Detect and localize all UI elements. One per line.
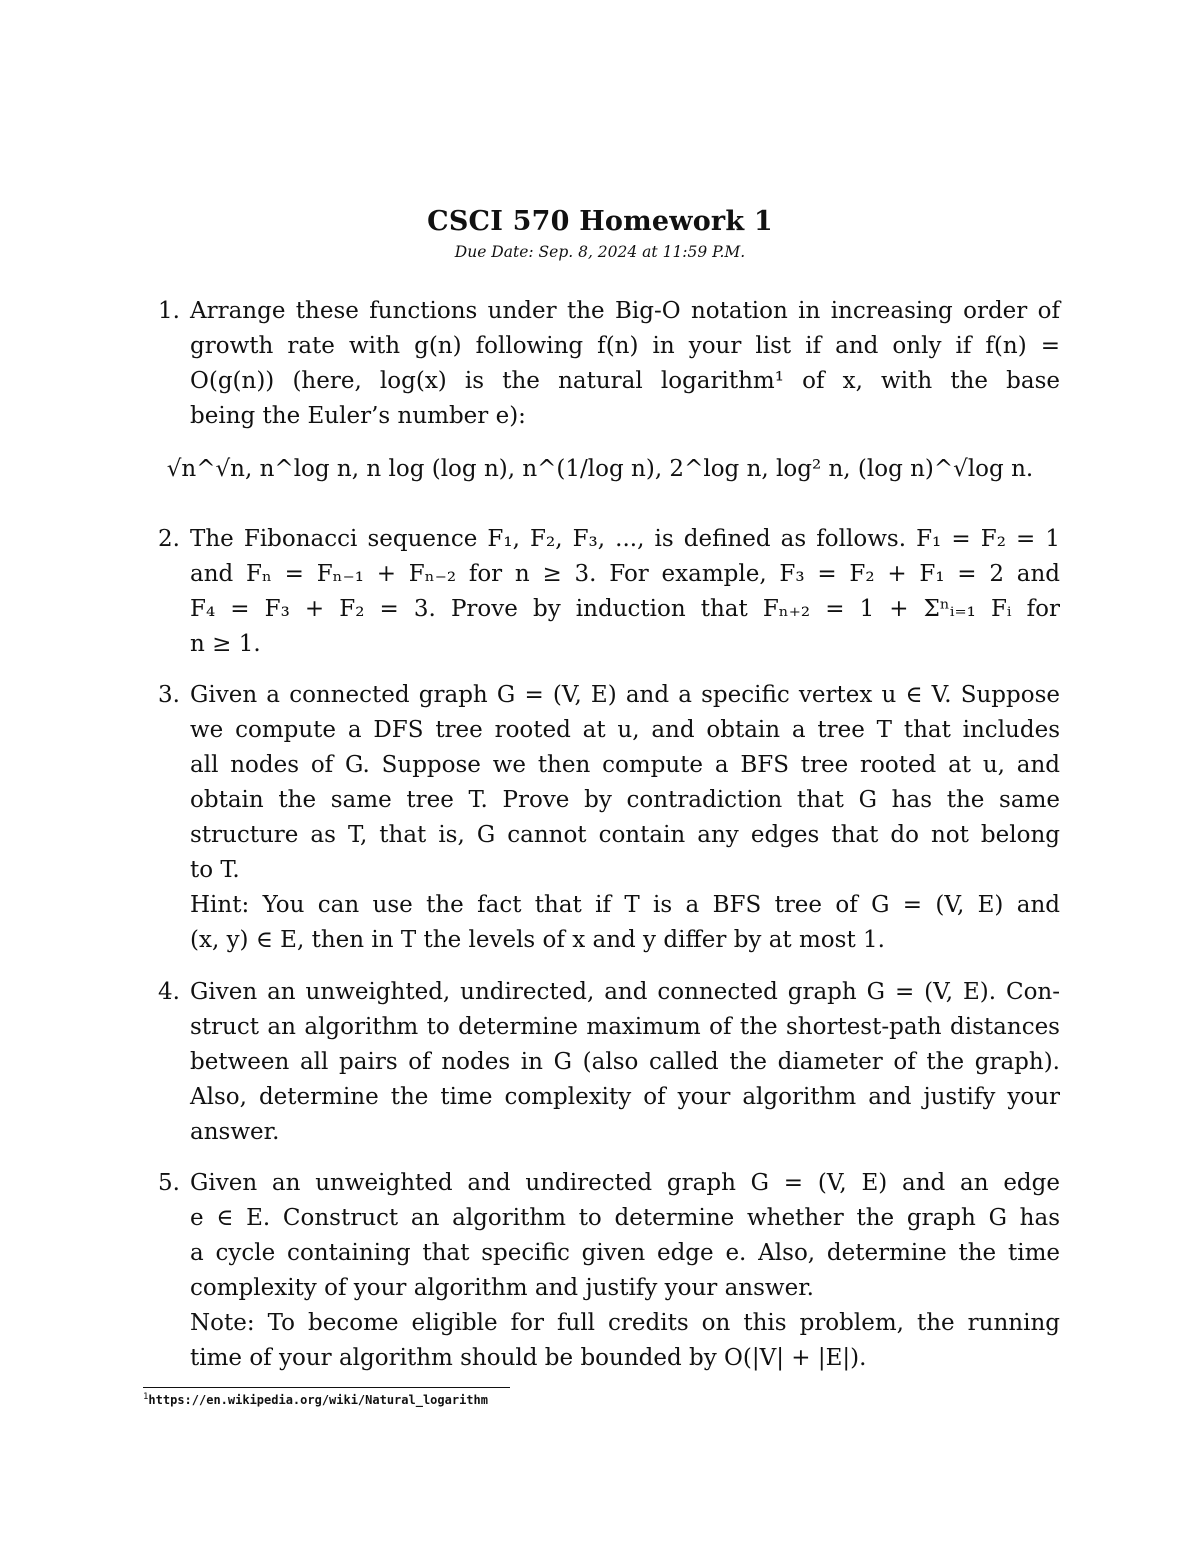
problem-line: struct an algorithm to determine maximum of the shortest-path distances — [190, 1014, 1060, 1040]
footnote-mark: 1 — [143, 1392, 149, 1402]
problem-5 — [158, 1166, 1060, 1376]
problem-line: between all pairs of nodes in G (also called the diameter of the graph). — [190, 1049, 1060, 1075]
problem-line: Also, determine the time complexity of your algorithm and justify your — [190, 1084, 1060, 1110]
problem-1 — [158, 294, 1060, 434]
problem-line: answer. — [190, 1119, 280, 1145]
footnote-link[interactable]: https://en.wikipedia.org/wiki/Natural_logarithm — [148, 1393, 488, 1407]
problem-2 — [158, 522, 1060, 662]
problem-line: n ≥ 1. — [190, 631, 261, 657]
problem-line: The Fibonacci sequence F₁, F₂, F₃, ..., is defined as follows. F₁ = F₂ = 1 — [190, 526, 1060, 552]
problem-line: to T. — [190, 857, 240, 883]
hint-line: (x, y) ∈ E, then in T the levels of x and y differ by at most 1. — [190, 927, 885, 953]
problem-number: 4. — [158, 979, 180, 1005]
problem-line: structure as T, that is, G cannot contain any edges that do not belong — [190, 822, 1060, 848]
problem-line: Given a connected graph G = (V, E) and a specific vertex u ∈ V. Suppose — [190, 682, 1060, 708]
function-list: √n^√n, n^log n, n log (log n), n^(1/log n), 2^log n, log² n, (log n)^√log n. — [166, 456, 1034, 482]
problem-line: all nodes of G. Suppose we then compute a BFS tree rooted at u, and — [190, 752, 1060, 778]
problem-line: and Fₙ = Fₙ₋₁ + Fₙ₋₂ for n ≥ 3. For example, F₃ = F₂ + F₁ = 2 and — [190, 561, 1060, 587]
note-line: Note: To become eligible for full credits on this problem, the running — [190, 1310, 1060, 1336]
problem-line: F₄ = F₃ + F₂ = 3. Prove by induction that Fₙ₊₂ = 1 + Σⁿᵢ₌₁ Fᵢ for — [190, 596, 1060, 622]
footnote — [143, 1393, 488, 1407]
problem-line: complexity of your algorithm and justify your answer. — [190, 1275, 814, 1301]
problem-number: 1. — [158, 298, 180, 324]
hint-line: Hint: You can use the fact that if T is a BFS tree of G = (V, E) and — [190, 892, 1060, 918]
note-line: time of your algorithm should be bounded by O(|V| + |E|). — [190, 1345, 867, 1371]
due-date: Due Date: Sep. 8, 2024 at 11:59 P.M. — [454, 243, 746, 261]
problem-line: Given an unweighted, undirected, and connected graph G = (V, E). Con- — [190, 979, 1060, 1005]
problem-line: Arrange these functions under the Big-O notation in increasing order of — [190, 298, 1060, 324]
problem-line: obtain the same tree T. Prove by contradiction that G has the same — [190, 787, 1060, 813]
problem-line: Given an unweighted and undirected graph G = (V, E) and an edge — [190, 1170, 1060, 1196]
problem-line: being the Euler’s number e): — [190, 403, 526, 429]
problem-line: O(g(n)) (here, log(x) is the natural logarithm¹ of x, with the base — [190, 368, 1060, 394]
problem-line: growth rate with g(n) following f(n) in your list if and only if f(n) = — [190, 333, 1060, 359]
footnote-rule — [143, 1387, 510, 1388]
problem-number: 2. — [158, 526, 180, 552]
problem-line: e ∈ E. Construct an algorithm to determine whether the graph G has — [190, 1205, 1060, 1231]
problem-line: a cycle containing that specific given edge e. Also, determine the time — [190, 1240, 1060, 1266]
problem-number: 5. — [158, 1170, 180, 1196]
page-title: CSCI 570 Homework 1 — [427, 206, 773, 237]
problem-line: we compute a DFS tree rooted at u, and obtain a tree T that includes — [190, 717, 1060, 743]
problem-4 — [158, 975, 1060, 1150]
problem-3 — [158, 678, 1060, 958]
problem-number: 3. — [158, 682, 180, 708]
